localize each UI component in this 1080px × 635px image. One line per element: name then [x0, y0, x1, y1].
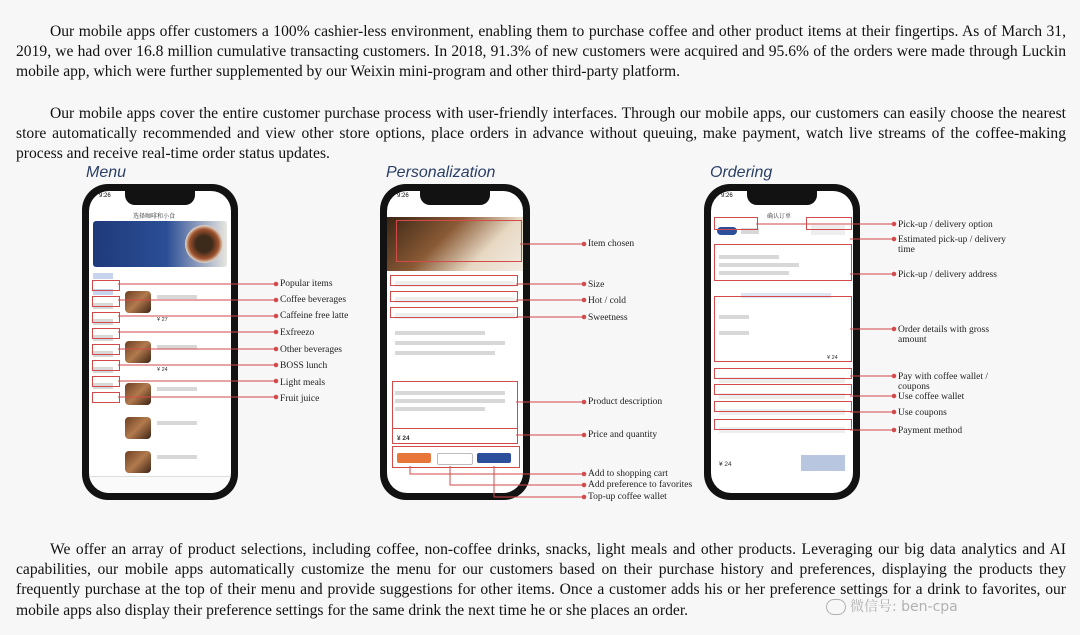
caption-price-and-quantity: Price and quantity — [588, 430, 658, 440]
caption-item-chosen: Item chosen — [588, 239, 635, 249]
paragraph-product-selection: We offer an array of product selections, including coffee, non-coffee drinks, snacks, light meals and other products. Leveraging our big data analytics and AI capabilities, our mobile apps automatically customize the menu for our customers based on their purchase history and preferences, displaying the products they frequently purchase at the top of their menu and provide suggestions for other items. Once a customer adds his or her preference settings for a drink to favorites, our mobile apps also display their preference settings for the same drink the next time he or she places an order. — [16, 540, 1066, 619]
ordering-phone: 9:26 确认订单 ¥ 24 ¥ 24 — [704, 184, 860, 500]
menu-title: Menu — [86, 164, 127, 181]
ordering-total: ¥ 24 — [719, 461, 732, 468]
personalization-price: ¥ 24 — [397, 435, 410, 442]
caption-exfreezo: Exfreezo — [280, 328, 315, 338]
caption-caffeine-free-latte: Caffeine free latte — [280, 311, 349, 321]
caption-top-up-wallet: Top-up coffee wallet — [588, 492, 667, 502]
caption-popular-items: Popular items — [280, 279, 333, 289]
caption-size: Size — [588, 280, 605, 290]
personalization-title: Personalization — [386, 164, 496, 181]
caption-coffee-beverages: Coffee beverages — [280, 295, 347, 305]
caption-estimated-time: Estimated pick-up / delivery time — [898, 235, 1006, 255]
paragraph-purchase-process: Our mobile apps cover the entire customer purchase process with user-friendly interfaces. Through our mobile apps, our customers can easily choose the nearest store automatically recommended and view other store options, place orders in advance without queuing, make payment, watch live streams of the coffee-making process and receive real-time order status updates. — [16, 104, 1066, 163]
caption-add-to-cart: Add to shopping cart — [588, 469, 668, 479]
personalization-phone: 9:26 ¥ 24 — [380, 184, 530, 500]
caption-product-description: Product description — [588, 397, 663, 407]
caption-use-coupons: Use coupons — [898, 408, 947, 418]
caption-fruit-juice: Fruit juice — [280, 394, 320, 404]
caption-order-details: Order details with gross amount — [898, 325, 990, 345]
watermark: 微信号: ben-cpa — [826, 596, 958, 616]
caption-pickup-address: Pick-up / delivery address — [898, 270, 997, 280]
paragraph-cashierless: Our mobile apps offer customers a 100% cashier-less environment, enabling them to purchase coffee and other product items at their fingertips. As of March 31, 2019, we had over 16.8 million cumulative transacting customers. In 2018, 91.3% of new customers were acquired and 95.6% of the orders were made through Luckin mobile app, which were further supplemented by our Weixin mini-program and other third-party platform. — [16, 22, 1066, 81]
menu-price-1: ¥ 27 — [157, 317, 168, 323]
menu-screen-title: 选择咖啡和小食 — [133, 214, 176, 220]
menu-price-2: ¥ 24 — [157, 367, 168, 373]
caption-add-preference: Add preference to favorites — [588, 480, 693, 490]
caption-other-beverages: Other beverages — [280, 345, 342, 355]
app-screens-figure — [80, 162, 1010, 502]
ordering-screen-title: 确认订单 — [767, 214, 792, 220]
caption-pickup-option: Pick-up / delivery option — [898, 220, 993, 230]
menu-phone: 9:26 选择咖啡和小食 ¥ 27 ¥ 24 — [82, 184, 238, 500]
caption-use-wallet: Use coffee wallet — [898, 392, 965, 402]
caption-pay-with-wallet: Pay with coffee wallet / coupons — [898, 372, 989, 392]
caption-hot-cold: Hot / cold — [588, 296, 626, 306]
callout-lines — [80, 162, 1010, 502]
caption-light-meals: Light meals — [280, 378, 326, 388]
caption-boss-lunch: BOSS lunch — [280, 361, 328, 371]
wechat-icon — [826, 599, 846, 615]
ordering-price: ¥ 24 — [827, 355, 838, 361]
ordering-title: Ordering — [710, 164, 773, 181]
caption-sweetness: Sweetness — [588, 313, 628, 323]
caption-payment-method: Payment method — [898, 426, 963, 436]
